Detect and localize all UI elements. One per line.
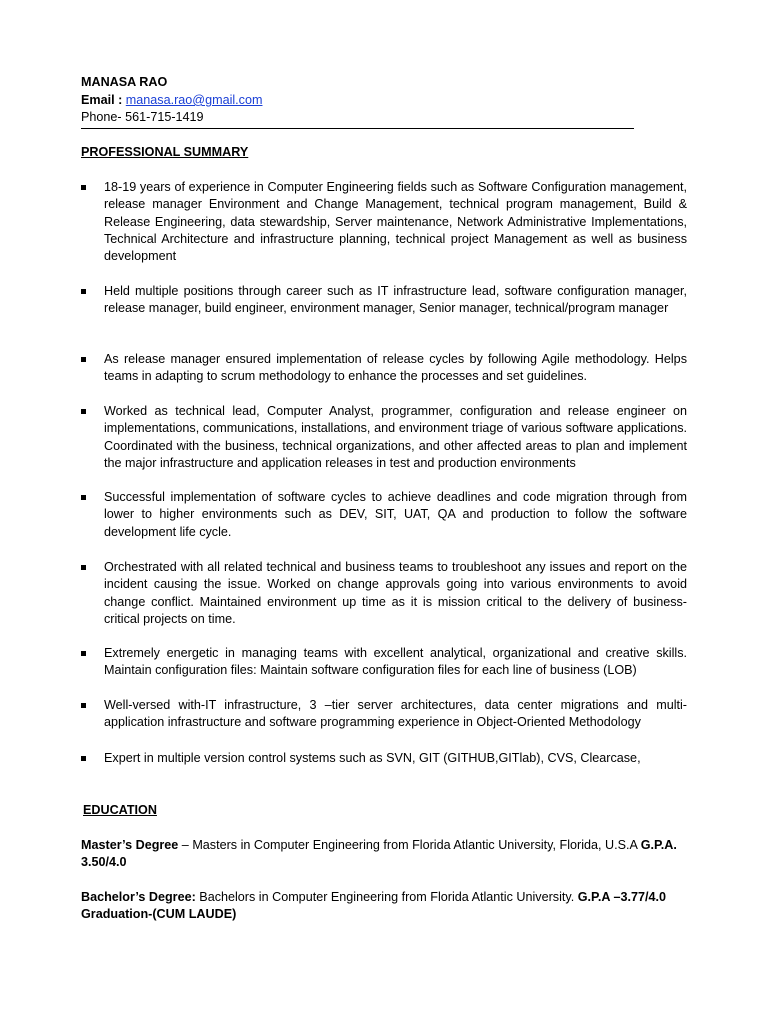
- bullet-icon: [81, 357, 86, 362]
- masters-text: – Masters in Computer Engineering from Florida Atlantic University, Florida, U.S.A: [178, 838, 641, 852]
- phone-number: Phone- 561-715-1419: [81, 110, 204, 124]
- summary-item-text: Successful implementation of software cycles to achieve deadlines and code migration through from lower to higher environments such as DEV, SIT, UAT, QA and production to follow the software development life cycle.: [104, 490, 687, 539]
- summary-item-text: Expert in multiple version control systems such as SVN, GIT (GITHUB,GITlab), CVS, Clearcase,: [104, 751, 641, 765]
- bullet-icon: [81, 565, 86, 570]
- bachelors-text: Bachelors in Computer Engineering from Florida Atlantic University.: [195, 890, 578, 904]
- summary-item-text: Orchestrated with all related technical and business teams to troubleshoot any issues and report on the incident causing the issue. Worked on change approvals going into various environments to avoid change conflict. Maintained environment up time as it is mission critical to the delivery of business-critical projects on time.: [104, 560, 687, 626]
- bachelors-label: Bachelor’s Degree:: [81, 890, 196, 904]
- bullet-icon: [81, 289, 86, 294]
- summary-item: [104, 559, 687, 628]
- email-line: [81, 92, 262, 109]
- masters-gpa: G.P.A. 3.50/4.0: [81, 838, 677, 870]
- bachelors-gpa: G.P.A –3.77/4.0 Graduation-(CUM LAUDE): [81, 890, 666, 922]
- summary-item: [104, 403, 687, 472]
- summary-item-text: 18-19 years of experience in Computer Engineering fields such as Software Configuration management, release manager Environment and Change Management, technical program management, Build & Release Engineering, data stewardship, Server maintenance, Network Administrative Implementations, Technical Architecture and infrastructure planning, technical project Management as well as business development: [104, 180, 687, 264]
- bachelors-entry: [81, 889, 688, 924]
- bullet-icon: [81, 495, 86, 500]
- bullet-icon: [81, 185, 86, 190]
- candidate-name: MANASA RAO: [81, 75, 168, 89]
- masters-entry: [81, 837, 688, 872]
- summary-item-text: Extremely energetic in managing teams with excellent analytical, organizational and creative skills. Maintain configuration files: Maintain software configuration files for each line of business (LOB): [104, 646, 687, 678]
- header-divider: [81, 128, 634, 129]
- summary-item: [104, 179, 687, 265]
- bullet-icon: [81, 409, 86, 414]
- summary-item: [104, 489, 687, 541]
- summary-item-text: Worked as technical lead, Computer Analyst, programmer, configuration and release engineer on implementations, communications, installations, and environment triage of various software applications. Coordinated with the business, technical organizations, and other affected areas to plan and implement the major infrastructure and application releases in test and production environments: [104, 404, 687, 470]
- bullet-icon: [81, 651, 86, 656]
- summary-item: [104, 283, 687, 318]
- summary-item: [104, 750, 687, 767]
- masters-label: Master’s Degree: [81, 838, 179, 852]
- summary-item: [104, 351, 687, 386]
- summary-item-text: Held multiple positions through career such as IT infrastructure lead, software configuration manager, release manager, build engineer, environment manager, Senior manager, technical/program manager: [104, 284, 687, 316]
- summary-heading: PROFESSIONAL SUMMARY: [81, 145, 249, 159]
- education-heading: EDUCATION: [83, 803, 157, 817]
- summary-item-text: Well-versed with-IT infrastructure, 3 –tier server architectures, data center migrations and multi-application infrastructure and software programming experience in Object-Oriented Methodology: [104, 698, 687, 730]
- bullet-icon: [81, 756, 86, 761]
- email-label: Email :: [81, 93, 123, 107]
- email-link[interactable]: manasa.rao@gmail.com: [125, 93, 263, 107]
- summary-item: [104, 645, 687, 680]
- summary-item-text: As release manager ensured implementation of release cycles by following Agile methodology. Helps teams in adapting to scrum methodology to enhance the processes and set guidelines.: [104, 352, 687, 384]
- summary-item: [104, 697, 687, 732]
- bullet-icon: [81, 703, 86, 708]
